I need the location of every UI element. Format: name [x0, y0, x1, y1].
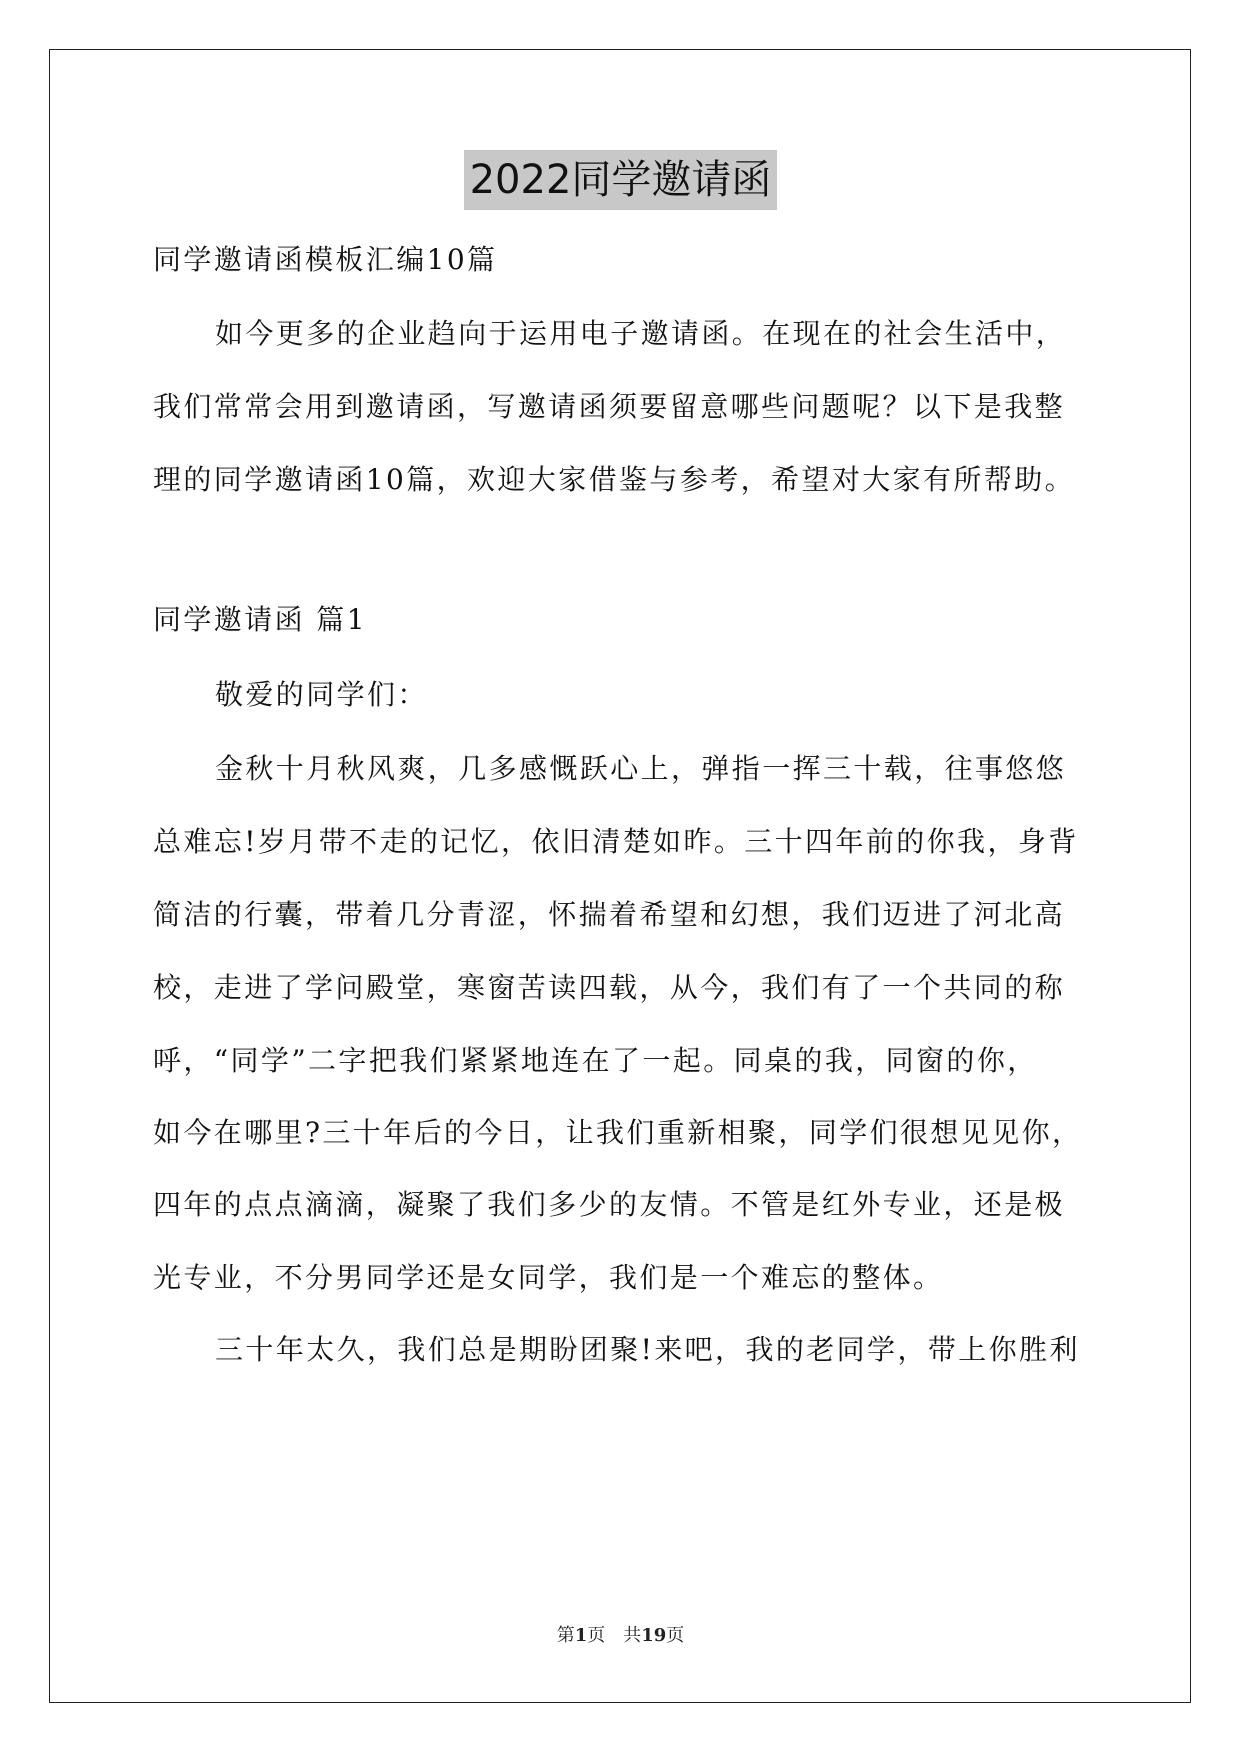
paragraph-line: 四年的点点滴滴，凝聚了我们多少的友情。不管是红外专业，还是极 — [153, 1188, 1066, 1221]
document-title: 2022同学邀请函 — [464, 150, 778, 210]
footer-page-current: 1 — [574, 1625, 588, 1646]
footer-total-prefix: 共 — [623, 1625, 642, 1646]
paragraph-line: 我们常常会用到邀请函，写邀请函须要留意哪些问题呢？以下是我整 — [153, 390, 1066, 423]
subtitle-line: 同学邀请函模板汇编10篇 — [153, 243, 498, 276]
footer-page-prefix: 第 — [556, 1625, 575, 1646]
paragraph-line: 光专业，不分男同学还是女同学，我们是一个难忘的整体。 — [153, 1261, 944, 1294]
paragraph-line: 呼，“同学”二字把我们紧紧地连在了一起。同桌的我，同窗的你， — [153, 1044, 1038, 1077]
paragraph-line: 三十年太久，我们总是期盼团聚!来吧，我的老同学，带上你胜利 — [215, 1333, 1080, 1366]
paragraph-line: 如今更多的企业趋向于运用电子邀请函。在现在的社会生活中， — [215, 317, 1067, 350]
section-heading: 同学邀请函 篇1 — [153, 603, 367, 636]
paragraph-line: 如今在哪里?三十年后的今日，让我们重新相聚，同学们很想见见你， — [153, 1116, 1083, 1149]
page-border — [49, 49, 1191, 1703]
paragraph-line: 简洁的行囊，带着几分青涩，怀揣着希望和幻想，我们迈进了河北高 — [153, 898, 1066, 931]
footer-total-pages: 19 — [641, 1625, 667, 1646]
paragraph-line: 金秋十月秋风爽，几多感慨跃心上，弹指一挥三十载，往事悠悠 — [215, 752, 1067, 785]
title-container — [0, 150, 1241, 210]
footer-page-suffix: 页 — [587, 1625, 606, 1646]
footer-total-suffix: 页 — [666, 1625, 685, 1646]
paragraph-line: 校，走进了学问殿堂，寒窗苦读四载，从今，我们有了一个共同的称 — [153, 971, 1066, 1004]
paragraph-line: 总难忘!岁月带不走的记忆，依旧清楚如昨。三十四年前的你我，身背 — [153, 825, 1079, 858]
page-footer — [0, 1624, 1241, 1648]
paragraph-line: 理的同学邀请函10篇，欢迎大家借鉴与参考，希望对大家有所帮助。 — [153, 463, 1076, 496]
salutation-line: 敬爱的同学们： — [215, 678, 428, 711]
